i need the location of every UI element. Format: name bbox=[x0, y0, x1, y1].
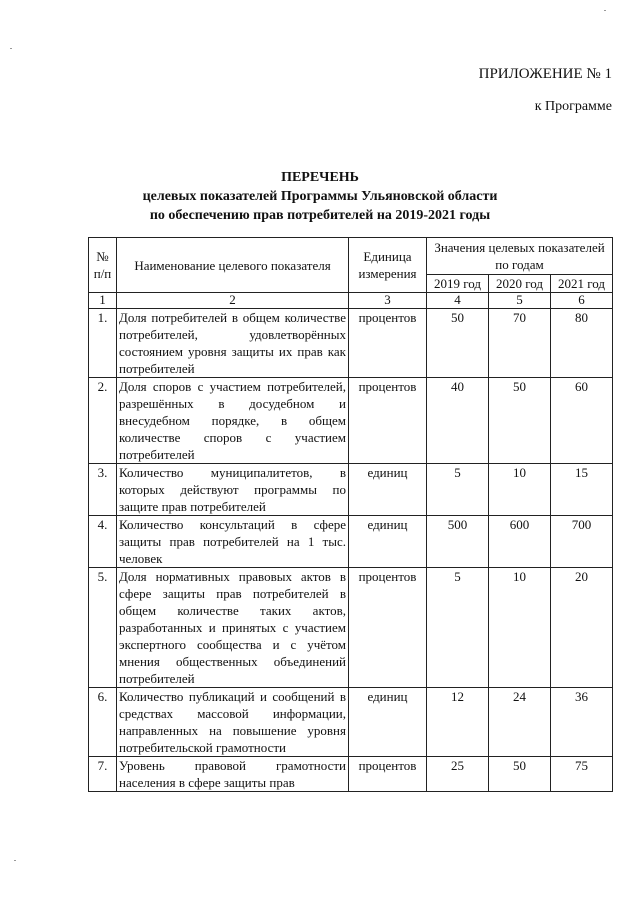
value-2019: 25 bbox=[427, 757, 489, 792]
appendix-label: ПРИЛОЖЕНИЕ № 1 bbox=[478, 66, 612, 82]
value-2020: 50 bbox=[489, 757, 551, 792]
column-number: 4 bbox=[427, 293, 489, 309]
column-number: 2 bbox=[117, 293, 349, 309]
header-values: Значения целевых показателей по годам bbox=[427, 238, 613, 275]
value-2020: 50 bbox=[489, 378, 551, 464]
title-line-1: ПЕРЕЧЕНЬ bbox=[281, 170, 359, 185]
row-number: 7. bbox=[89, 757, 117, 792]
unit-cell: единиц bbox=[349, 464, 427, 516]
table-row bbox=[89, 568, 613, 688]
value-2019: 5 bbox=[427, 568, 489, 688]
title-line-3: по обеспечению прав потребителей на 2019-2021 годы bbox=[149, 208, 491, 223]
indicators-table bbox=[88, 237, 613, 792]
column-numbers-row bbox=[89, 293, 613, 309]
value-2021: 36 bbox=[551, 688, 613, 757]
column-number: 6 bbox=[551, 293, 613, 309]
table-row bbox=[89, 516, 613, 568]
row-number: 2. bbox=[89, 378, 117, 464]
unit-cell: процентов bbox=[349, 568, 427, 688]
value-2019: 40 bbox=[427, 378, 489, 464]
appendix-subtitle: к Программе bbox=[534, 99, 612, 114]
scan-speck bbox=[10, 48, 12, 49]
value-2019: 50 bbox=[427, 309, 489, 378]
header-row bbox=[89, 238, 613, 275]
indicator-name: Доля потребителей в общем количестве потребителей, удовлетворённых состоянием уровня защиты их прав как потребителей bbox=[117, 309, 349, 378]
table-row bbox=[89, 309, 613, 378]
column-number: 1 bbox=[89, 293, 117, 309]
value-2021: 75 bbox=[551, 757, 613, 792]
value-2021: 60 bbox=[551, 378, 613, 464]
value-2019: 12 bbox=[427, 688, 489, 757]
unit-cell: процентов bbox=[349, 309, 427, 378]
scan-speck bbox=[14, 860, 16, 861]
scan-speck bbox=[604, 10, 606, 11]
unit-cell: процентов bbox=[349, 378, 427, 464]
header-year-2021: 2021 год bbox=[551, 275, 613, 293]
table-row bbox=[89, 757, 613, 792]
value-2020: 600 bbox=[489, 516, 551, 568]
document-title bbox=[0, 168, 640, 225]
value-2020: 10 bbox=[489, 568, 551, 688]
column-number: 3 bbox=[349, 293, 427, 309]
value-2021: 15 bbox=[551, 464, 613, 516]
value-2021: 20 bbox=[551, 568, 613, 688]
table-row bbox=[89, 464, 613, 516]
indicator-name: Доля споров с участием потребителей, разрешённых в досудебном и внесудебном порядке, в общем количестве споров с участием потребителей bbox=[117, 378, 349, 464]
unit-cell: процентов bbox=[349, 757, 427, 792]
unit-cell: единиц bbox=[349, 516, 427, 568]
value-2021: 700 bbox=[551, 516, 613, 568]
row-number: 6. bbox=[89, 688, 117, 757]
table-row bbox=[89, 688, 613, 757]
table-row bbox=[89, 378, 613, 464]
indicator-name: Количество публикаций и сообщений в средствах массовой информации, направленных на повышение уровня потребительской грамотности bbox=[117, 688, 349, 757]
indicator-name: Доля нормативных правовых актов в сфере защиты прав потребителей в общем количестве таких актов, разработанных и принятых с участием экспертного сообщества и с учётом мнения общественных объединений потребителей bbox=[117, 568, 349, 688]
row-number: 5. bbox=[89, 568, 117, 688]
indicator-name: Количество консультаций в сфере защиты прав потребителей на 1 тыс. человек bbox=[117, 516, 349, 568]
value-2020: 70 bbox=[489, 309, 551, 378]
row-number: 1. bbox=[89, 309, 117, 378]
indicator-name: Уровень правовой грамотности населения в сфере защиты прав bbox=[117, 757, 349, 792]
row-number: 3. bbox=[89, 464, 117, 516]
value-2021: 80 bbox=[551, 309, 613, 378]
header-year-2020: 2020 год bbox=[489, 275, 551, 293]
header-num: № п/п bbox=[89, 238, 117, 293]
header-unit: Единица измерения bbox=[349, 238, 427, 293]
value-2020: 24 bbox=[489, 688, 551, 757]
title-line-2: целевых показателей Программы Ульяновской области bbox=[142, 189, 498, 204]
header-name: Наименование целевого показателя bbox=[117, 238, 349, 293]
unit-cell: единиц bbox=[349, 688, 427, 757]
value-2019: 5 bbox=[427, 464, 489, 516]
value-2019: 500 bbox=[427, 516, 489, 568]
row-number: 4. bbox=[89, 516, 117, 568]
value-2020: 10 bbox=[489, 464, 551, 516]
indicator-name: Количество муниципалитетов, в которых действуют программы по защите прав потребителей bbox=[117, 464, 349, 516]
header-year-2019: 2019 год bbox=[427, 275, 489, 293]
column-number: 5 bbox=[489, 293, 551, 309]
